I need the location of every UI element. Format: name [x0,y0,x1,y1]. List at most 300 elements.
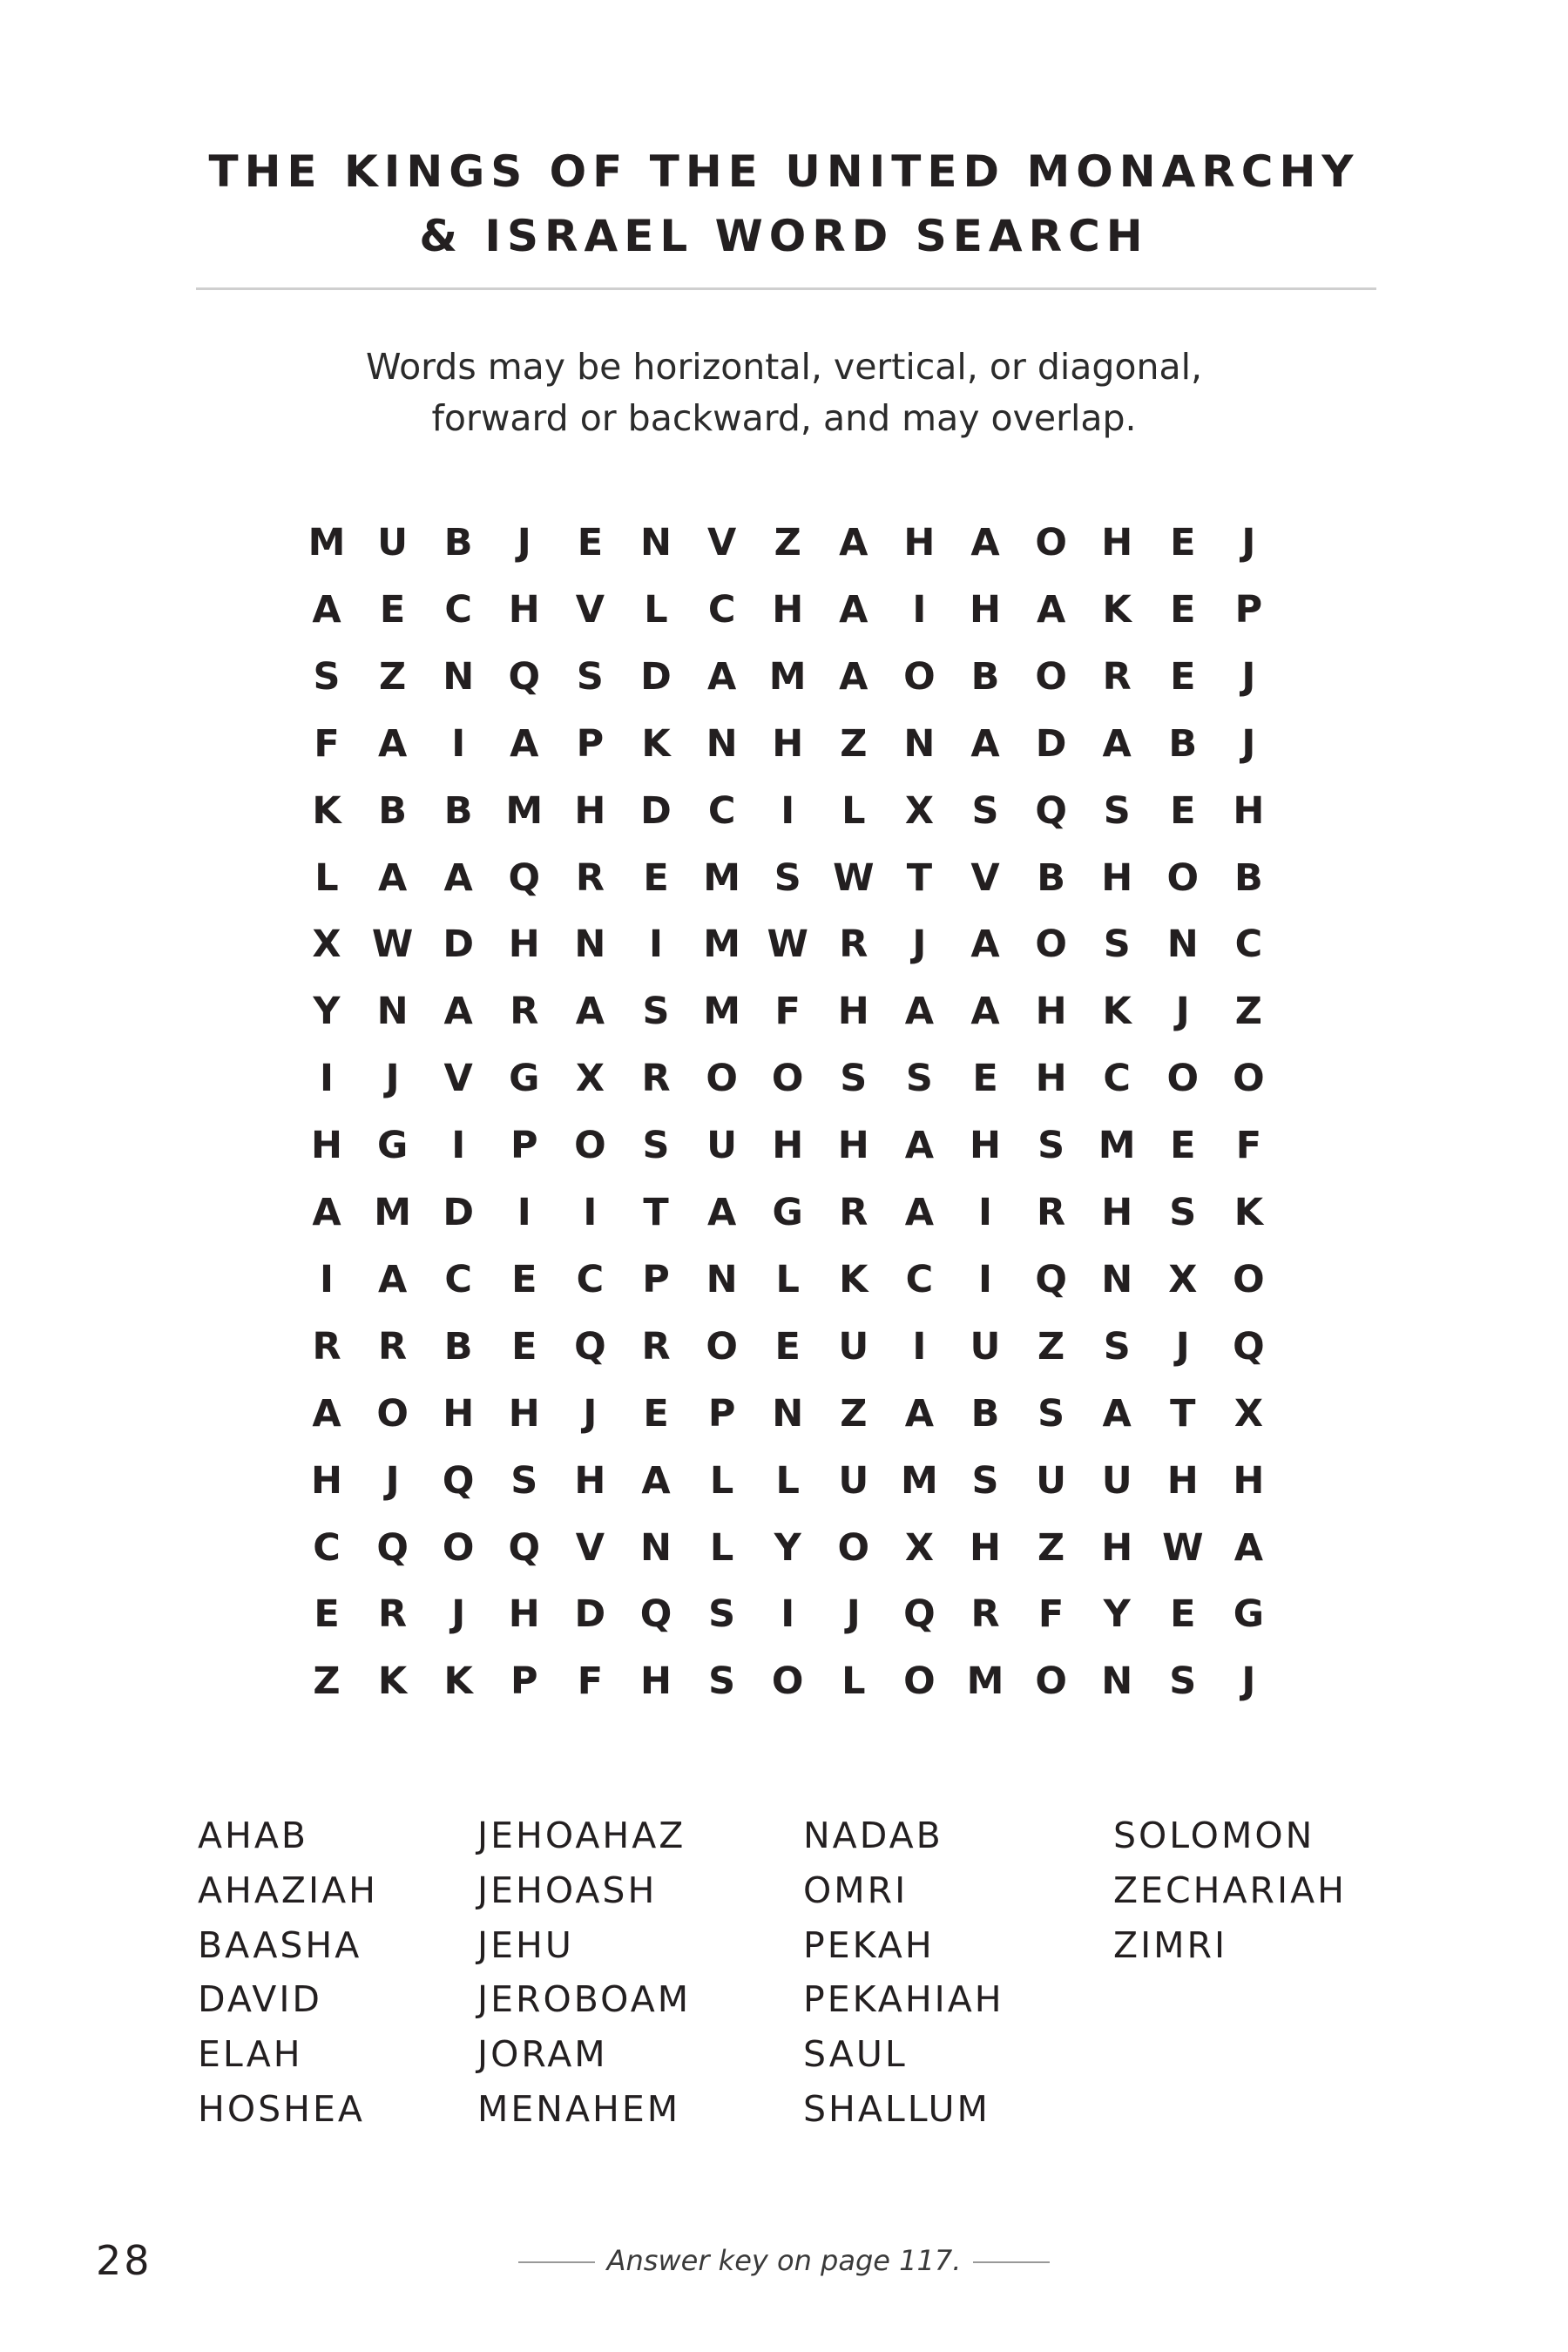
grid-letter: O [1166,1057,1200,1101]
grid-letter: M [768,654,807,699]
grid-letter: N [1101,1257,1133,1301]
grid-letter: L [841,1659,866,1704]
grid-letter: D [640,654,672,699]
grid-letter: S [1103,1324,1131,1369]
grid-letter: A [641,1458,671,1503]
grid-letter: Z [1037,1324,1065,1369]
grid-letter: H [1101,855,1133,900]
grid-letter: L [775,1458,800,1503]
grid-letter: M [308,521,346,564]
grid-letter: A [510,721,539,766]
grid-letter: S [971,788,999,833]
grid-letter: Q [508,855,541,900]
grid-letter: U [377,521,409,564]
grid-letter: Q [376,1525,409,1570]
grid-letter: O [771,1057,804,1101]
grid-letter: S [313,654,341,699]
grid-letter: A [1233,1525,1264,1570]
grid-letter: B [970,1391,1000,1436]
grid-letter: O [376,1391,409,1436]
grid-letter: P [576,721,605,766]
grid-letter: U [1101,1458,1132,1503]
grid-letter: H [772,587,804,632]
grid-letter: M [703,923,740,967]
grid-letter: H [970,1124,1001,1168]
grid-letter: U [706,1124,738,1168]
grid-letter: H [574,788,606,833]
grid-letter: O [903,654,936,699]
grid-letter: O [771,1659,804,1704]
grid-letter: S [1037,1124,1065,1168]
grid-letter: E [1170,587,1196,632]
grid-letter: X [1233,1391,1263,1436]
grid-letter: Q [1035,788,1067,833]
grid-letter: J [451,1592,466,1637]
grid-letter: Q [903,1592,936,1637]
grid-letter: Z [379,654,407,699]
grid-letter: D [443,1191,475,1234]
grid-letter: B [1168,721,1198,766]
grid-letter: H [508,1391,540,1436]
grid-letter: H [837,1124,869,1168]
grid-letter: A [904,990,935,1034]
grid-letter: A [312,1391,341,1436]
grid-letter: G [376,1124,409,1168]
grid-letter: E [774,1324,801,1369]
grid-letter: C [905,1257,934,1301]
grid-letter: H [574,1458,606,1503]
grid-letter: R [1102,654,1132,699]
grid-letter: M [703,855,740,900]
grid-letter: H [903,521,936,564]
grid-letter: M [900,1458,938,1503]
word-list-item: HOSHEA [198,2088,365,2130]
grid-letter: N [376,990,409,1034]
grid-letter: D [574,1592,606,1637]
grid-letter: G [1233,1592,1265,1637]
grid-letter: G [772,1191,803,1234]
grid-letter: O [706,1324,738,1369]
grid-letter: Q [1233,1324,1265,1369]
grid-letter: R [575,855,605,900]
grid-letter: S [708,1592,736,1637]
grid-letter: L [709,1525,734,1570]
grid-letter: V [706,521,737,564]
grid-letter: R [1037,1191,1066,1234]
word-list-item: AHAB [198,1815,309,1856]
grid-letter: K [1233,1191,1264,1234]
grid-letter: M [703,990,740,1034]
grid-letter: H [772,1124,804,1168]
grid-letter: I [978,1257,992,1301]
grid-letter: C [707,788,736,833]
grid-letter: C [576,1257,605,1301]
grid-letter: E [1170,521,1196,564]
grid-letter: T [1170,1391,1196,1436]
grid-letter: O [903,1659,936,1704]
grid-letter: H [311,1458,342,1503]
grid-letter: C [444,587,472,632]
grid-letter: I [583,1191,598,1234]
grid-letter: X [1168,1257,1198,1301]
grid-letter: A [839,521,868,564]
grid-letter: O [1035,654,1067,699]
word-list-item: ELAH [198,2033,303,2076]
grid-letter: R [839,1191,868,1234]
grid-letter: S [1037,1391,1065,1436]
grid-letter: P [510,1659,538,1704]
grid-letter: W [1162,1525,1204,1570]
grid-letter: O [1233,1057,1265,1101]
grid-letter: E [511,1324,537,1369]
grid-letter: E [1170,788,1196,833]
grid-letter: I [517,1191,531,1234]
grid-letter: K [377,1659,408,1704]
grid-letter: H [1101,1525,1133,1570]
grid-letter: X [312,923,341,967]
grid-letter: D [443,923,475,967]
grid-letter: E [972,1057,998,1101]
grid-letter: A [904,1124,935,1168]
grid-letter: H [970,1525,1001,1570]
word-list-item: JEHOAHAZ [477,1815,686,1856]
grid-letter: V [575,1525,605,1570]
grid-letter: H [1035,1057,1067,1101]
grid-letter: X [904,788,934,833]
word-list-item: JEHU [477,1923,574,1966]
grid-letter: I [781,788,795,833]
grid-letter: I [320,1057,334,1101]
word-list-item: PEKAH [803,1923,935,1966]
answer-key-note [0,2244,1568,2277]
grid-letter: O [442,1525,475,1570]
grid-letter: O [574,1124,606,1168]
word-list-item: PEKAHIAH [803,1978,1004,2021]
grid-letter: J [912,923,927,967]
grid-letter: W [371,923,414,967]
word-list-item: SAUL [803,2033,908,2076]
grid-letter: J [583,1391,598,1436]
grid-letter: T [643,1191,669,1234]
grid-letter: A [839,587,868,632]
grid-letter: A [970,721,1000,766]
grid-letter: L [775,1257,800,1301]
grid-letter: F [774,990,801,1034]
grid-letter: A [312,587,341,632]
grid-letter: J [385,1458,400,1503]
word-list-item: SOLOMON [1113,1815,1315,1856]
grid-letter: A [377,721,408,766]
grid-letter: N [574,923,606,967]
word-list-item: NADAB [803,1815,943,1856]
grid-letter: K [839,1257,868,1301]
grid-letter: C [707,587,736,632]
grid-letter: X [575,1057,605,1101]
grid-letter: O [706,1057,738,1101]
word-list-item: DAVID [198,1978,322,2021]
grid-letter: Q [574,1324,606,1369]
title-line-1: THE KINGS OF THE UNITED MONARCHY [208,146,1360,197]
grid-letter: Y [774,1525,801,1570]
grid-letter: A [1036,587,1066,632]
grid-letter: H [311,1124,342,1168]
grid-letter: D [1035,721,1067,766]
grid-letter: C [1103,1057,1131,1101]
grid-letter: I [451,721,466,766]
word-list-item: JORAM [477,2033,608,2076]
word-list-item: MENAHEM [477,2088,681,2130]
grid-letter: Q [508,1525,541,1570]
grid-letter: L [314,855,339,900]
grid-letter: R [970,1592,1000,1637]
grid-letter: B [970,654,1000,699]
grid-letter: A [377,1257,408,1301]
grid-letter: H [1035,990,1067,1034]
grid-letter: C [313,1525,341,1570]
grid-letter: H [1101,1191,1133,1234]
grid-letter: O [1166,855,1200,900]
grid-letter: N [706,1257,738,1301]
grid-letter: F [1037,1592,1064,1637]
grid-letter: W [833,855,875,900]
word-list-item: JEHOASH [477,1869,658,1911]
word-list-item: SHALLUM [803,2088,990,2130]
grid-letter: E [577,521,604,564]
grid-letter: N [640,1525,672,1570]
grid-letter: O [1233,1257,1265,1301]
grid-letter: B [1234,855,1263,900]
footer-dash-right [973,2261,1050,2263]
grid-letter: U [838,1458,869,1503]
grid-letter: J [1175,1324,1190,1369]
grid-letter: A [970,990,1000,1034]
grid-letter: L [709,1458,734,1503]
grid-letter: A [706,654,737,699]
grid-letter: U [970,1324,1001,1369]
grid-letter: S [1169,1191,1197,1234]
grid-letter: N [1101,1659,1133,1704]
grid-letter: N [1166,923,1199,967]
grid-letter: A [312,1191,341,1234]
grid-letter: K [443,1659,473,1704]
grid-letter: N [706,721,738,766]
instructions-line-1: Words may be horizontal, vertical, or diagonal, [365,346,1203,388]
grid-letter: K [641,721,671,766]
grid-letter: Y [313,990,341,1034]
grid-letter: H [837,990,869,1034]
word-list-item: BAASHA [198,1923,362,1966]
grid-letter: H [508,923,540,967]
grid-letter: Q [442,1458,475,1503]
grid-letter: C [1234,923,1263,967]
grid-letter: A [1102,721,1132,766]
grid-letter: H [508,1592,540,1637]
grid-letter: S [905,1057,933,1101]
grid-letter: S [708,1659,736,1704]
grid-letter: H [1166,1458,1199,1503]
grid-letter: H [1101,521,1133,564]
grid-letter: B [378,788,407,833]
grid-letter: E [1170,1124,1196,1168]
grid-letter: N [903,721,936,766]
grid-letter: H [970,587,1001,632]
grid-letter: A [904,1191,935,1234]
grid-letter: N [443,654,475,699]
grid-letter: G [509,1057,540,1101]
grid-letter: S [1103,788,1131,833]
grid-letter: X [904,1525,934,1570]
grid-letter: R [378,1324,408,1369]
grid-letter: R [641,1057,671,1101]
grid-letter: O [1035,923,1067,967]
page-number: 28 [96,2237,152,2284]
grid-letter: E [1170,654,1196,699]
grid-letter: A [839,654,868,699]
grid-letter: E [643,855,669,900]
title-line-2: & ISRAEL WORD SEARCH [419,211,1149,261]
grid-letter: S [1169,1659,1197,1704]
grid-letter: J [1175,990,1190,1034]
word-list-item: OMRI [803,1869,909,1911]
grid-letter: H [508,587,540,632]
grid-letter: S [510,1458,538,1503]
grid-letter: O [1035,521,1067,564]
grid-letter: B [443,1324,473,1369]
grid-letter: E [314,1592,340,1637]
grid-letter: I [781,1592,795,1637]
grid-letter: R [312,1324,341,1369]
grid-letter: R [839,923,868,967]
grid-letter: P [510,1124,538,1168]
grid-letter: E [643,1391,669,1436]
grid-letter: H [640,1659,672,1704]
grid-letter: Z [1037,1525,1065,1570]
grid-letter: M [505,788,544,833]
grid-letter: I [978,1191,992,1234]
grid-letter: J [517,521,531,564]
grid-letter: R [510,990,539,1034]
grid-letter: I [320,1257,334,1301]
grid-letter: U [1036,1458,1067,1503]
grid-letter: A [575,990,605,1034]
grid-letter: V [443,1057,473,1101]
grid-letter: N [640,521,672,564]
grid-letter: A [970,521,1000,564]
grid-letter: H [1233,1458,1265,1503]
grid-letter: Q [1035,1257,1067,1301]
grid-letter: J [1241,521,1256,564]
word-list-item: ZECHARIAH [1113,1869,1347,1911]
grid-letter: F [577,1659,604,1704]
grid-letter: E [379,587,406,632]
grid-letter: A [443,855,473,900]
grid-letter: Q [508,654,541,699]
grid-letter: Z [774,521,801,564]
grid-letter: L [841,788,866,833]
grid-letter: H [772,721,804,766]
instructions-line-2: forward or backward, and may overlap. [431,397,1137,439]
grid-letter: T [906,855,933,900]
grid-letter: W [767,923,808,967]
grid-letter: M [374,1191,411,1234]
answer-key-text: Answer key on page 117. [606,2244,962,2277]
grid-letter: A [904,1391,935,1436]
word-list-item: ZIMRI [1113,1923,1228,1966]
grid-letter: F [314,721,340,766]
grid-letter: D [640,788,672,833]
grid-letter: M [966,1659,1004,1704]
grid-letter: K [1102,990,1132,1034]
grid-letter: S [642,990,670,1034]
grid-letter: J [1241,654,1256,699]
grid-letter: S [774,855,801,900]
grid-letter: S [642,1124,670,1168]
grid-letter: J [385,1057,400,1101]
grid-letter: B [1037,855,1065,900]
grid-letter: H [443,1391,475,1436]
grid-letter: S [576,654,604,699]
grid-letter: P [642,1257,670,1301]
grid-letter: I [649,923,663,967]
grid-letter: V [575,587,605,632]
grid-letter: L [644,587,668,632]
footer-dash-left [518,2261,595,2263]
grid-letter: I [912,587,927,632]
grid-letter: Q [639,1592,672,1637]
grid-letter: K [1102,587,1132,632]
grid-letter: A [706,1191,737,1234]
grid-letter: Y [1103,1592,1131,1637]
grid-letter: S [971,1458,999,1503]
grid-letter: B [443,788,473,833]
word-list-item: AHAZIAH [198,1869,378,1911]
grid-letter: A [443,990,473,1034]
grid-letter: E [511,1257,537,1301]
grid-letter: R [378,1592,408,1637]
grid-letter: O [837,1525,870,1570]
grid-letter: P [707,1391,736,1436]
grid-letter: S [840,1057,868,1101]
grid-letter: K [312,788,341,833]
grid-letter: V [970,855,1000,900]
grid-letter: N [772,1391,804,1436]
grid-letter: J [1241,721,1256,766]
grid-letter: S [1103,923,1131,967]
grid-letter: A [970,923,1000,967]
grid-letter: Z [313,1659,341,1704]
grid-letter: U [838,1324,869,1369]
grid-letter: A [1102,1391,1132,1436]
grid-letter: B [443,521,473,564]
grid-letter: Z [1234,990,1262,1034]
grid-letter: A [377,855,408,900]
grid-letter: I [451,1124,466,1168]
grid-letter: C [444,1257,472,1301]
word-list-item: JEROBOAM [477,1978,692,2021]
grid-letter: Z [840,1391,868,1436]
grid-letter: Z [840,721,868,766]
grid-letter: E [1170,1592,1196,1637]
grid-letter: H [1233,788,1265,833]
grid-letter: F [1235,1124,1262,1168]
grid-letter: R [641,1324,671,1369]
grid-letter: P [1234,587,1263,632]
grid-letter: O [1035,1659,1067,1704]
grid-letter: M [1098,1124,1136,1168]
grid-letter: J [1241,1659,1256,1704]
grid-letter: I [912,1324,927,1369]
grid-letter: J [846,1592,861,1637]
